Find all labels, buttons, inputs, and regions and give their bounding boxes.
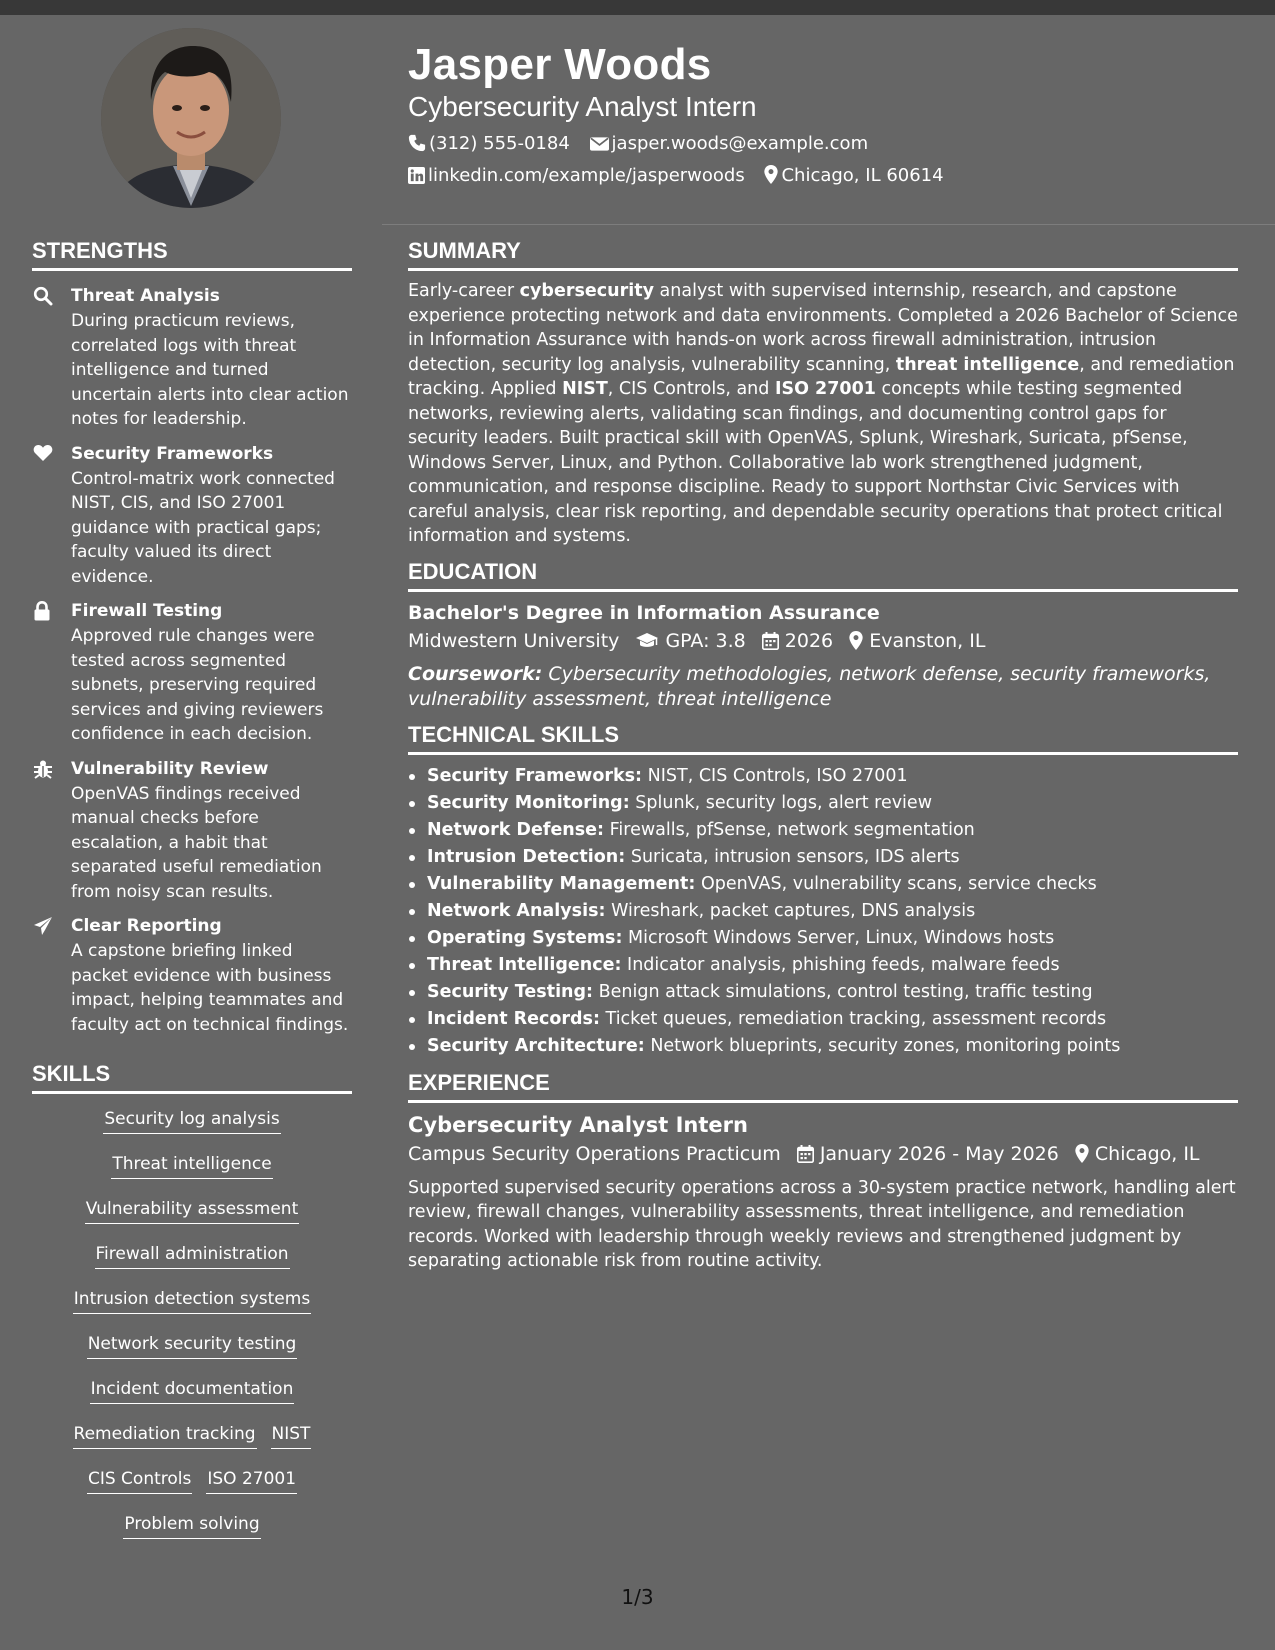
job-dates: January 2026 - May 2026: [819, 1142, 1059, 1165]
calendar-icon: [762, 629, 779, 659]
skill-label: Intrusion Detection:: [427, 846, 626, 867]
skills-list: [32, 1108, 352, 1558]
technical-skills-list: [408, 763, 1238, 1060]
candidate-title: Cybersecurity Analyst Intern: [408, 91, 757, 122]
degree-title: Bachelor's Degree in Information Assurance: [408, 601, 880, 624]
strength-title: Vulnerability Review: [71, 758, 269, 779]
skill-chip: Problem solving: [123, 1513, 260, 1539]
school-location: Evanston, IL: [869, 629, 986, 652]
summary-text: [408, 279, 1238, 549]
experience-section: [408, 1069, 1238, 1274]
summary-keyword: ISO 27001: [774, 379, 876, 399]
technical-skills-section: [408, 721, 1238, 1060]
list-item: [408, 925, 1238, 952]
skill-label: Security Architecture:: [427, 1035, 645, 1056]
email-contact: [590, 133, 869, 158]
skill-label: Network Defense:: [427, 819, 605, 840]
phone-contact: [408, 133, 570, 158]
strength-item: [32, 915, 352, 1037]
contact-row-1: [408, 133, 882, 158]
gpa: GPA: 3.8: [665, 629, 746, 652]
strength-item: [32, 758, 352, 905]
skill-value: Suricata, intrusion sensors, IDS alerts: [630, 846, 960, 867]
summary-segment: , and remediation tracking. Applied: [408, 354, 1235, 399]
linkedin-contact: [408, 165, 745, 190]
skill-label: Operating Systems:: [427, 927, 623, 948]
skill-label: Network Analysis:: [427, 900, 606, 921]
job-description: Supported supervised security operations across a 30-system practice network, handling alert review, firewall changes, vulnerability assessments, threat intelligence, and remediation records. Worked with leadership through weekly reviews and strengthened judgment by separating actionable risk from routine activity.: [408, 1177, 1236, 1271]
list-item: [408, 898, 1238, 925]
skill-value: NIST, CIS Controls, ISO 27001: [647, 765, 908, 786]
school-name: Midwestern University: [408, 629, 620, 652]
skill-value: Network blueprints, security zones, monitoring points: [650, 1035, 1121, 1056]
strength-desc: During practicum reviews, correlated logs with threat intelligence and turned uncertain alerts into clear action notes for leadership.: [71, 311, 349, 429]
coursework-text: Cybersecurity methodologies, network defense, security frameworks, vulnerability assessment, threat intelligence: [408, 662, 1211, 710]
left-column: [32, 240, 352, 1558]
skill-value: Wireshark, packet captures, DNS analysis: [611, 900, 976, 921]
summary-keyword: cybersecurity: [519, 281, 654, 301]
skill-chip: Threat intelligence: [111, 1153, 272, 1179]
strength-item: [32, 285, 352, 432]
skill-label: Security Frameworks:: [427, 765, 643, 786]
skill-value: OpenVAS, vulnerability scans, service checks: [700, 873, 1097, 894]
envelope-icon: [590, 136, 609, 158]
list-item: [408, 979, 1238, 1006]
graduation-year: 2026: [784, 629, 834, 652]
strength-item: [32, 443, 352, 590]
list-item: [408, 844, 1238, 871]
education-heading: EDUCATION: [408, 561, 1238, 592]
skill-chip: NIST: [271, 1423, 312, 1449]
summary-segment: , CIS Controls, and: [607, 379, 775, 399]
phone-icon: [408, 134, 426, 158]
skill-chip: Network security testing: [87, 1333, 298, 1359]
candidate-name: Jasper Woods: [408, 40, 712, 89]
header-divider: [382, 224, 1275, 225]
strength-title: Threat Analysis: [71, 286, 220, 306]
resume-page: [0, 15, 1275, 1650]
skill-value: Splunk, security logs, alert review: [635, 792, 933, 813]
phone-text: (312) 555-0184: [429, 133, 570, 154]
location-contact: [764, 165, 943, 190]
location-text: Chicago, IL 60614: [781, 165, 944, 186]
education-section: [408, 558, 1238, 712]
job-title: Cybersecurity Analyst Intern: [408, 1112, 748, 1137]
skill-chip: ISO 27001: [206, 1468, 297, 1494]
calendar-icon: [797, 1142, 814, 1172]
map-pin-icon: [764, 165, 778, 190]
strength-title: Firewall Testing: [71, 601, 223, 621]
contact-row-2: [408, 165, 958, 190]
skill-value: Firewalls, pfSense, network segmentation: [609, 819, 975, 840]
linkedin-text: linkedin.com/example/jasperwoods: [428, 165, 745, 186]
summary-keyword: NIST: [562, 379, 608, 399]
right-column: [408, 240, 1238, 1286]
linkedin-icon: [408, 167, 425, 190]
map-pin-icon: [1075, 1142, 1089, 1172]
list-item: [408, 952, 1238, 979]
summary-segment: Early-career: [408, 281, 520, 301]
strength-desc: A capstone briefing linked packet evidence with business impact, helping teammates and faculty act on technical findings.: [71, 941, 349, 1035]
list-item: [408, 1033, 1238, 1060]
skill-chip: Incident documentation: [90, 1378, 295, 1404]
viewer-top-bar: [0, 0, 1275, 15]
email-text: jasper.woods@example.com: [611, 133, 869, 154]
skill-label: Security Monitoring:: [427, 792, 630, 813]
summary-section: [408, 240, 1238, 549]
skill-value: Microsoft Windows Server, Linux, Windows hosts: [628, 927, 1055, 948]
profile-photo: [101, 28, 281, 208]
skill-chip: CIS Controls: [87, 1468, 192, 1494]
skills-heading: SKILLS: [32, 1063, 352, 1094]
summary-keyword: threat intelligence: [895, 354, 1080, 375]
strengths-heading: STRENGTHS: [32, 240, 352, 271]
summary-segment: analyst with supervised internship, research, and capstone experience protecting network and data environments. Completed a 2026 Bachelor of Science in Information Assurance with hands-on work across firewall administration, intrusion detection, security log analysis, vulnerability scanning,: [408, 281, 1238, 375]
strength-desc: Approved rule changes were tested across segmented subnets, preserving required services and giving reviewers confidence in each decision.: [71, 626, 324, 744]
skill-label: Incident Records:: [427, 1008, 600, 1029]
skill-label: Threat Intelligence:: [427, 954, 622, 975]
skill-value: Ticket queues, remediation tracking, assessment records: [605, 1008, 1107, 1029]
job-meta: [408, 1139, 1238, 1172]
skill-chip: Firewall administration: [95, 1243, 290, 1269]
experience-heading: EXPERIENCE: [408, 1072, 1238, 1103]
strength-title: Clear Reporting: [71, 916, 222, 936]
coursework-label: Coursework:: [408, 662, 543, 685]
skill-chip: Intrusion detection systems: [73, 1288, 311, 1314]
list-item: [408, 1006, 1238, 1033]
map-pin-icon: [849, 629, 863, 659]
coursework: [408, 662, 1238, 712]
paper-plane-icon: [33, 916, 53, 940]
list-item: [408, 817, 1238, 844]
graduation-cap-icon: [635, 629, 659, 659]
skill-chip: Security log analysis: [103, 1108, 280, 1134]
skill-label: Vulnerability Management:: [427, 873, 696, 894]
heart-icon: [33, 444, 53, 466]
technical-skills-heading: TECHNICAL SKILLS: [408, 724, 1238, 755]
skill-value: Benign attack simulations, control testing, traffic testing: [598, 981, 1093, 1002]
strength-item: [32, 600, 352, 747]
bug-icon: [33, 759, 53, 783]
page-indicator: 1/3: [621, 1585, 654, 1609]
summary-segment: concepts while testing segmented networks, reviewing alerts, validating scan findings, and documenting control gaps for security leaders. Built practical skill with OpenVAS, Splunk, Wireshark, Suricata, pfSense, Windows Server, Linux, and Python. Collaborative lab work strengthened judgment, communication, and response discipline. Ready to support Northstar Civic Services with careful analysis, clear risk reporting, and dependable security operations that protect critical information and systems.: [408, 379, 1223, 546]
strength-desc: OpenVAS findings received manual checks before escalation, a habit that separated useful remediation from noisy scan results.: [71, 783, 322, 902]
job-org: Campus Security Operations Practicum: [408, 1142, 781, 1165]
skill-chip: Remediation tracking: [73, 1423, 257, 1449]
list-item: [408, 790, 1238, 817]
strength-title: Security Frameworks: [71, 443, 274, 464]
job-location: Chicago, IL: [1094, 1142, 1200, 1165]
list-item: [408, 871, 1238, 898]
list-item: [408, 763, 1238, 790]
lock-icon: [33, 601, 51, 625]
summary-heading: SUMMARY: [408, 240, 1238, 271]
search-icon: [33, 286, 53, 310]
skill-label: Security Testing:: [427, 981, 594, 1002]
skill-chip: Vulnerability assessment: [85, 1198, 299, 1224]
skill-value: Indicator analysis, phishing feeds, malware feeds: [627, 954, 1060, 975]
strength-desc: Control-matrix work connected NIST, CIS, and ISO 27001 guidance with practical gaps; faculty valued its direct evidence.: [71, 468, 335, 587]
education-meta: [408, 626, 1238, 659]
